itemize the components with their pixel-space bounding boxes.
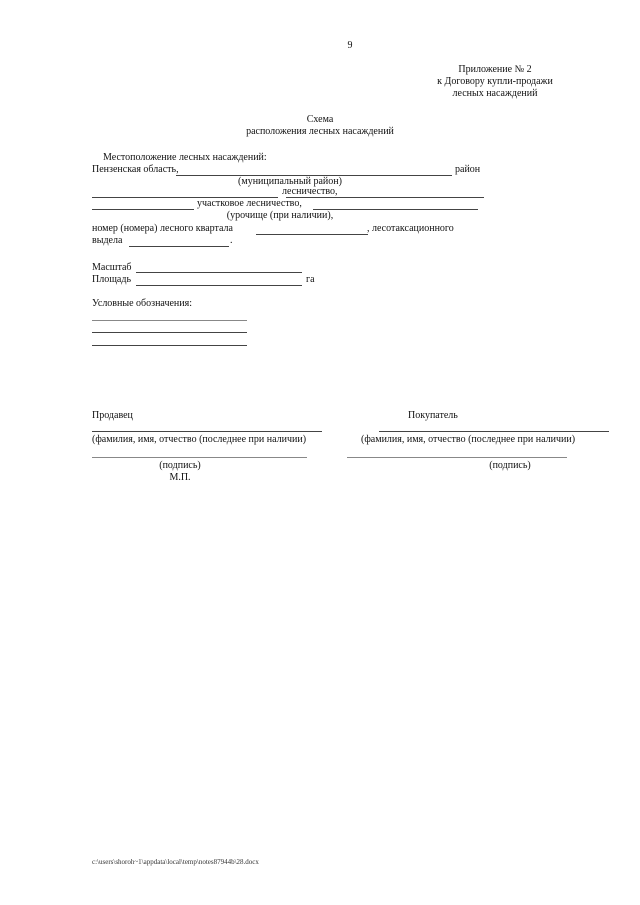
legend-line-3 bbox=[92, 345, 247, 346]
appendix-line-2: к Договору купли-продажи bbox=[437, 76, 553, 87]
seller-name-line bbox=[92, 431, 322, 432]
buyer-signature-line bbox=[347, 457, 567, 458]
buyer-name-line bbox=[379, 431, 609, 432]
appendix-line-3: лесных насаждений bbox=[452, 88, 538, 99]
quarter-label: номер (номера) лесного квартала bbox=[92, 223, 233, 234]
forestry-label: лесничество, bbox=[282, 186, 338, 197]
district-forestry-label: участковое лесничество, bbox=[197, 198, 302, 209]
allotment-label: выдела bbox=[92, 235, 123, 246]
buyer-signature-hint: (подпись) bbox=[489, 460, 531, 471]
scale-label: Масштаб bbox=[92, 262, 132, 273]
taxation-label: , лесотаксационного bbox=[367, 223, 454, 234]
appendix-line-1: Приложение № 2 bbox=[458, 64, 532, 75]
area-unit: га bbox=[306, 274, 315, 285]
footer-file-path: c:\users\shoroh~1\appdata\local\temp\notes87944b\28.docx bbox=[92, 858, 259, 866]
region-suffix: район bbox=[455, 164, 481, 175]
legend-line-1 bbox=[92, 320, 247, 321]
seller-signature-hint: (подпись) bbox=[159, 460, 201, 471]
location-heading: Местоположение лесных насаждений: bbox=[103, 152, 267, 163]
allotment-end: . bbox=[230, 235, 233, 246]
legend-heading: Условные обозначения: bbox=[92, 298, 193, 309]
tract-hint: (урочище (при наличии), bbox=[226, 210, 334, 221]
municipal-hint: (муниципальный район) bbox=[238, 176, 342, 187]
area-blank bbox=[136, 285, 302, 286]
stamp-label: М.П. bbox=[169, 472, 191, 483]
district-blank bbox=[92, 209, 194, 210]
area-label: Площадь bbox=[92, 274, 131, 285]
seller-label: Продавец bbox=[92, 410, 133, 421]
seller-name-hint: (фамилия, имя, отчество (последнее при наличии) bbox=[92, 434, 307, 445]
allotment-blank bbox=[129, 246, 229, 247]
forestry-blank-2 bbox=[286, 197, 484, 198]
region-prefix: Пензенская область, bbox=[92, 164, 179, 175]
scale-blank bbox=[136, 272, 302, 273]
quarter-blank bbox=[256, 234, 368, 235]
buyer-name-hint: (фамилия, имя, отчество (последнее при наличии) bbox=[361, 434, 576, 445]
title-line-2: расположения лесных насаждений bbox=[246, 126, 394, 137]
buyer-label: Покупатель bbox=[408, 410, 458, 421]
title-line-1: Схема bbox=[306, 114, 334, 125]
seller-signature-line bbox=[92, 457, 307, 458]
legend-line-2 bbox=[92, 332, 247, 333]
page-number: 9 bbox=[347, 40, 353, 51]
